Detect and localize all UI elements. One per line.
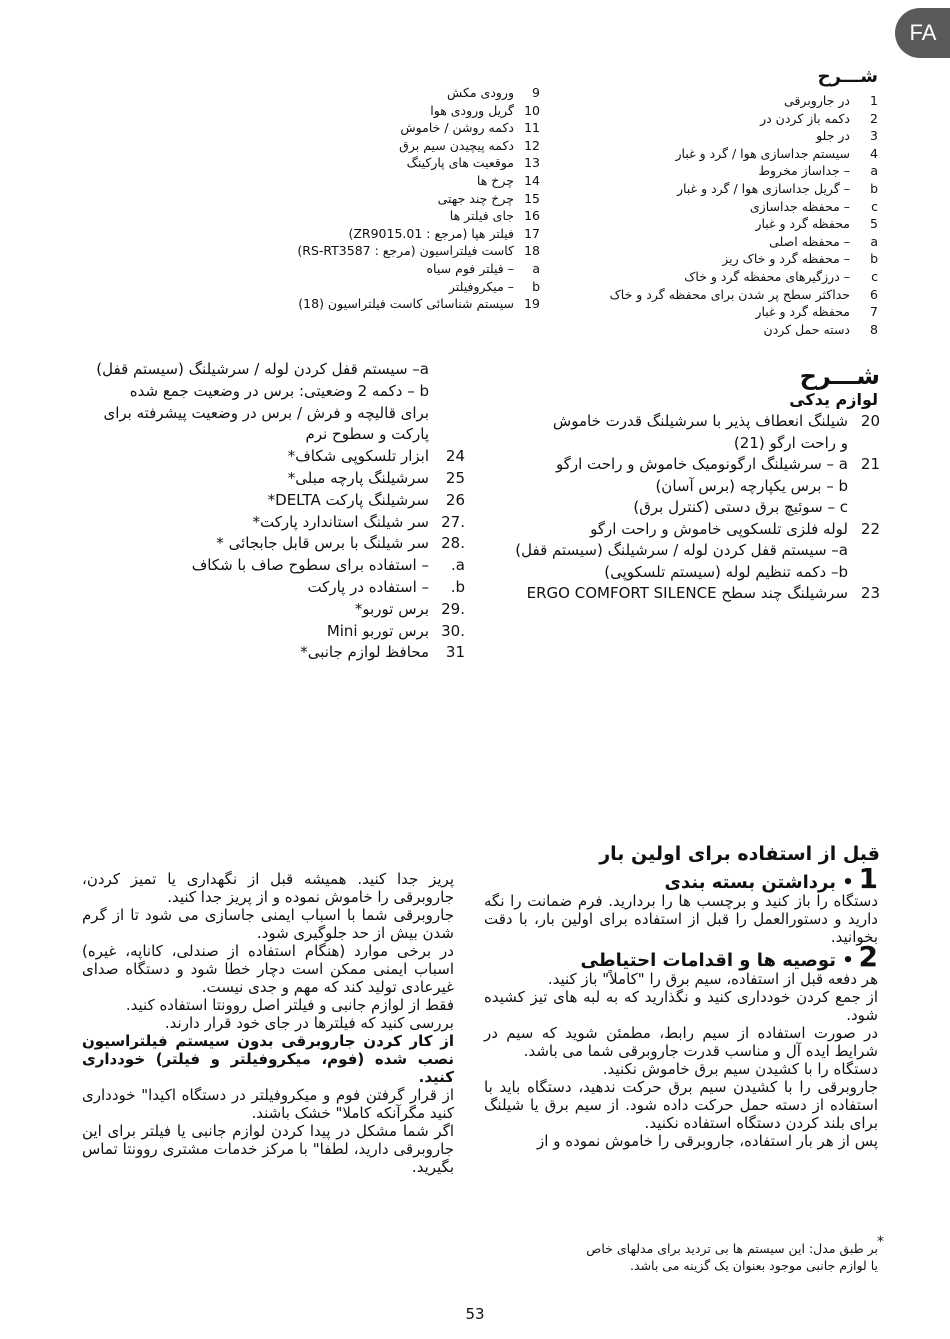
item-text: b– دکمه تنظیم لوله (سیستم تلسکوپی): [604, 562, 848, 581]
list-item: [588, 303, 878, 321]
item-text: دکمه باز کردن در: [760, 110, 850, 126]
item-number: 10: [524, 102, 540, 118]
item-number: .27: [441, 512, 465, 531]
paragraph: جاروبرقی شما با اسباب ایمنی جاسازی می شود تا از گرم شدن بیش از حد جلوگیری شود.: [82, 906, 454, 942]
item-number: 8: [870, 321, 878, 337]
filter-warning: از کار کردن جاروبرقی بدون سیستم فیلتراسیون نصب شده (فوم، میکروفیلتر و فیلتر) خودداری کنید.: [82, 1032, 454, 1086]
list-item: [75, 404, 465, 423]
section2-title: • توصیه ها و اقدامات احتیاطی: [580, 950, 854, 971]
item-number: a: [870, 163, 878, 179]
list-item: [75, 447, 465, 466]
item-text: a– سیستم قفل کردن لوله / سرشیلنگ (سیستم قفل): [515, 541, 848, 559]
paragraph: جاروبرقی را با کشیدن سیم برق حرکت ندهید، دستگاه باید با استفاده از دسته حمل حرکت داده شود. از سیم برق یا شیلنگ برای بلند کردن دستگاه استفاده نکنید.: [484, 1078, 878, 1132]
item-text: در جاروبرقی: [784, 93, 850, 108]
footnote-line: یا لوازم جانبی موجود بعنوان یک گزینه می باشد.: [630, 1258, 878, 1273]
item-text: لوله فلزی تلسکوپی خاموش و راحت ارگو: [590, 519, 848, 538]
item-number: b.: [450, 578, 465, 596]
section2-paragraphs: [484, 970, 878, 1150]
section1-title: • برداشتن بسته بندی: [664, 872, 854, 893]
footnote: [520, 1234, 884, 1274]
item-text: شیلنگ انعطاف پذیر با سرشیلنگ قدرت خاموش: [552, 412, 848, 430]
footnote-star: *: [877, 1234, 884, 1250]
item-text: – گریل جداسازی هوا / گرد و غبار: [676, 181, 850, 196]
section1-header: [484, 862, 878, 895]
list-item: [588, 286, 878, 304]
item-text: موقعیت های پارکینگ: [406, 155, 514, 171]
item-text: b – دکمه 2 وضعیتی: برس در وضعیت جمع شده: [129, 381, 429, 400]
item-number: b: [870, 251, 878, 267]
list-item: [588, 145, 878, 163]
list-item: [75, 534, 465, 553]
item-text: حداکثر سطح پر شدن برای محفظه گرد و خاک: [609, 286, 850, 302]
paragraph: دستگاه را با کشیدن سیم برق خاموش نکنید.: [602, 1060, 878, 1078]
language-badge: FA: [895, 8, 950, 58]
paragraph: پس از هر بار استفاده، جاروبرقی را خاموش نموده و از: [537, 1132, 878, 1150]
list-item: [250, 154, 540, 172]
item-text: – میکروفیلتر: [448, 278, 514, 294]
list-item: [490, 584, 880, 603]
item-number: 3: [870, 128, 878, 144]
item-number: 24: [445, 447, 465, 466]
item-text: b – برس یکپارچه (برس آسان): [655, 476, 848, 495]
before-use-title: قبل از استفاده برای اولین بار: [599, 843, 880, 865]
item-text: – درزگیرهای محفظه گرد و خاک: [684, 269, 850, 284]
item-number: a: [870, 233, 878, 249]
item-number: .30: [441, 621, 465, 640]
list-item: [250, 278, 540, 296]
item-text: – محفظه اصلی: [769, 233, 850, 249]
item-number: 17: [524, 225, 540, 241]
item-number: 21: [860, 455, 880, 473]
item-text: a– سیستم قفل کردن لوله / سرشیلنگ (سیستم قفل): [96, 360, 429, 378]
list-item: [490, 498, 880, 517]
item-text: کاست فیلتراسیون (مرجع : RS-RT3587): [297, 243, 514, 259]
item-number: 6: [870, 286, 878, 302]
item-text: محافظ لوازم جانبی*: [300, 643, 429, 662]
footnote-line: بر طبق مدل: این سیستم ها بی تردید برای مدلهای خاص: [586, 1241, 878, 1256]
item-text: دکمه روشن / خاموش: [400, 120, 514, 136]
list-item: [75, 491, 465, 510]
item-text: – جداساز مخروط: [758, 163, 850, 179]
item-number: 4: [870, 145, 878, 161]
list-item: [588, 233, 878, 251]
item-number: 31: [445, 643, 465, 662]
item-number: a.: [451, 556, 465, 575]
section1-text: دستگاه را باز کنید و برچسب ها را بردارید. فرم ضمانت را نگه دارید و دستورالعمل را قبل از استفاده برای اولین بار، با دقت بخوانید.: [484, 892, 878, 946]
paragraph: بررسی کنید که فیلترها در جای خود قرار دارند.: [164, 1014, 454, 1032]
list-item: [250, 137, 540, 155]
item-text: a – سرشیلنگ ارگونومیک خاموش و راحت ارگو: [555, 455, 848, 473]
list-item: [588, 127, 878, 145]
list-item: [75, 600, 465, 619]
list-item: [250, 207, 540, 225]
item-text: دسته حمل کردن: [763, 321, 850, 337]
paragraph: اگر شما مشکل در پیدا کردن لوازم جانبی یا فیلتر برای این جاروبرقی دارید، لطفا" با مرکز خدمات مشتری روونتا تماس بگیرید.: [82, 1122, 454, 1176]
paragraph: هر دفعه قبل از استفاده، سیم برق را "کاملاً" باز کنید.: [547, 970, 878, 988]
item-number: b: [870, 181, 878, 196]
item-text: – استفاده برای سطوح صاف با شکاف: [191, 556, 429, 575]
item-text: – فیلتر فوم سیاه: [426, 261, 514, 276]
item-text: سر شیلنگ استاندارد پارکت*: [252, 512, 429, 531]
item-text: محفظه گرد و غبار: [755, 304, 850, 320]
item-number: 20: [860, 412, 880, 430]
item-text: چرخ چند جهتی: [437, 190, 514, 206]
item-text: ابزار تلسکوپی شکاف*: [287, 447, 429, 466]
list-item: [75, 578, 465, 597]
list-item: [490, 520, 880, 539]
list-item: [75, 643, 465, 662]
item-number: 26: [445, 490, 465, 509]
list-item: [490, 434, 880, 453]
list-item: [250, 242, 540, 260]
item-number: c: [871, 198, 878, 214]
item-number: 11: [524, 120, 540, 136]
column-left-paragraphs-2: [82, 1086, 454, 1176]
list-item: [588, 250, 878, 268]
item-number: 22: [860, 519, 880, 538]
column-left-paragraphs: [82, 870, 454, 1032]
item-number: 23: [860, 584, 880, 602]
paragraph: در برخی موارد (هنگام استفاده از صندلی، کاناپه، غیره) اسباب ایمنی ممکن است دچار خطا شود و دستگاه صدای غیرعادی تولید کند که مهم و جدی نیست.: [82, 942, 454, 996]
item-text: در جلو: [816, 128, 850, 144]
item-number: 7: [870, 304, 878, 320]
item-text: – محفظه جداسازی: [749, 198, 850, 214]
paragraph: از جمع کردن خودداری کنید و نگذارید که به لبه های تیز کشیده شود.: [484, 988, 878, 1024]
list-item: [490, 455, 880, 474]
item-text: سیستم جداسازی هوا / گرد و غبار: [675, 145, 850, 161]
item-text: – استفاده در پارکت: [307, 578, 429, 596]
item-text: و راحت ارگو (21): [733, 433, 848, 452]
list-item: [588, 215, 878, 233]
item-text: سرشیلنگ پارچه مبلی*: [287, 469, 429, 487]
item-text: c – سوئیچ برق دستی (کنترل برق): [633, 498, 848, 516]
item-text: فیلتر هپا (مرجع : ZR9015.01): [348, 225, 514, 241]
item-text: سر شیلنگ با برس قابل جابجائی *: [216, 534, 429, 553]
item-number: 18: [524, 243, 540, 259]
item-text: پارکت و سطوح نرم: [305, 425, 429, 444]
list-item: [490, 477, 880, 496]
list-item: [250, 102, 540, 120]
list-item: [75, 513, 465, 532]
item-number: a: [532, 261, 540, 276]
item-number: .29: [441, 599, 465, 618]
description-title-1: شـــرح: [817, 66, 878, 87]
item-text: محفظه گرد و غبار: [755, 216, 850, 232]
column-right: [484, 862, 878, 1150]
list-item: [250, 84, 540, 102]
item-number: 14: [524, 173, 540, 188]
list-item: [250, 172, 540, 190]
list-item: [75, 382, 465, 401]
item-number: c: [871, 269, 878, 284]
item-number: 12: [524, 137, 540, 153]
item-text: ورودی مکش: [447, 85, 514, 100]
paragraph: از قرار گرفتن فوم و میکروفیلتر در دستگاه اکیدا" خودداری کنید مگرآنکه کاملا" خشک باشند.: [82, 1086, 454, 1122]
item-number: 13: [524, 155, 540, 171]
item-text: برس توربو*: [354, 599, 429, 618]
column-left: [82, 870, 454, 1176]
list-item: [588, 110, 878, 128]
paragraph: پریز جدا کنید. همیشه قبل از نگهداری یا تمیز کردن، جاروبرقی را خاموش نموده و از پریز جدا کنید.: [82, 870, 454, 906]
item-number: 5: [870, 216, 878, 232]
list-item: [250, 225, 540, 243]
list-item: [250, 190, 540, 208]
list-item: [588, 92, 878, 110]
list-item: [490, 412, 880, 431]
item-text: چرخ ها: [476, 173, 514, 188]
item-text: – محفظه گرد و خاک ریز: [722, 251, 850, 267]
item-number: 1: [870, 93, 878, 108]
item-text: سرشیلنگ چند سطح ERGO COMFORT SILENCE: [526, 584, 848, 602]
list-item: [490, 563, 880, 582]
list-item: [588, 321, 878, 339]
list-item: [75, 622, 465, 641]
list-item: [490, 541, 880, 560]
list-item: [75, 360, 465, 379]
list-item: [250, 295, 540, 313]
item-number: b: [532, 278, 540, 294]
item-text: برس توربو Mini: [326, 621, 429, 640]
item-number: 25: [445, 469, 465, 487]
item-text: دکمه پیچیدن سیم برق: [399, 137, 514, 153]
item-text: گریل ورودی هوا: [430, 102, 514, 118]
page-number: 53: [465, 1305, 485, 1323]
accessories-title: لوازم یدکی: [789, 390, 878, 409]
paragraph: در صورت استفاده از سیم رابط، مطمئن شوید که سیم در شرایط ایده آل و مناسب قدرت جاروبرقی شما می باشد.: [484, 1024, 878, 1060]
paragraph: فقط از لوازم جانبی و فیلتر اصل روونتا استفاده کنید.: [125, 996, 454, 1014]
item-text: سیستم شناسائی کاست فیلتراسیون (18): [298, 296, 514, 312]
list-item: [250, 260, 540, 278]
section2-header: [484, 940, 878, 973]
list-item: [588, 180, 878, 198]
item-text: برای قالیچه و فرش / برس در وضعیت پیشرفته برای: [103, 403, 429, 422]
item-number: 9: [532, 85, 540, 100]
list-item: [588, 198, 878, 216]
list-item: [588, 268, 878, 286]
list-item: [75, 556, 465, 575]
item-text: سرشیلنگ پارکت DELTA*: [267, 490, 429, 509]
section1-number: 1: [858, 862, 878, 895]
description-title-2: شـــرح: [799, 362, 880, 390]
item-number: .28: [441, 534, 465, 553]
item-number: 15: [524, 190, 540, 206]
list-item: [588, 162, 878, 180]
item-number: 19: [524, 296, 540, 312]
list-item: [75, 469, 465, 488]
item-number: 16: [524, 208, 540, 224]
list-item: [75, 425, 465, 444]
section2-number: 2: [858, 940, 878, 973]
item-text: جای فیلتر ها: [449, 208, 514, 224]
item-number: 2: [870, 110, 878, 126]
list-item: [250, 119, 540, 137]
